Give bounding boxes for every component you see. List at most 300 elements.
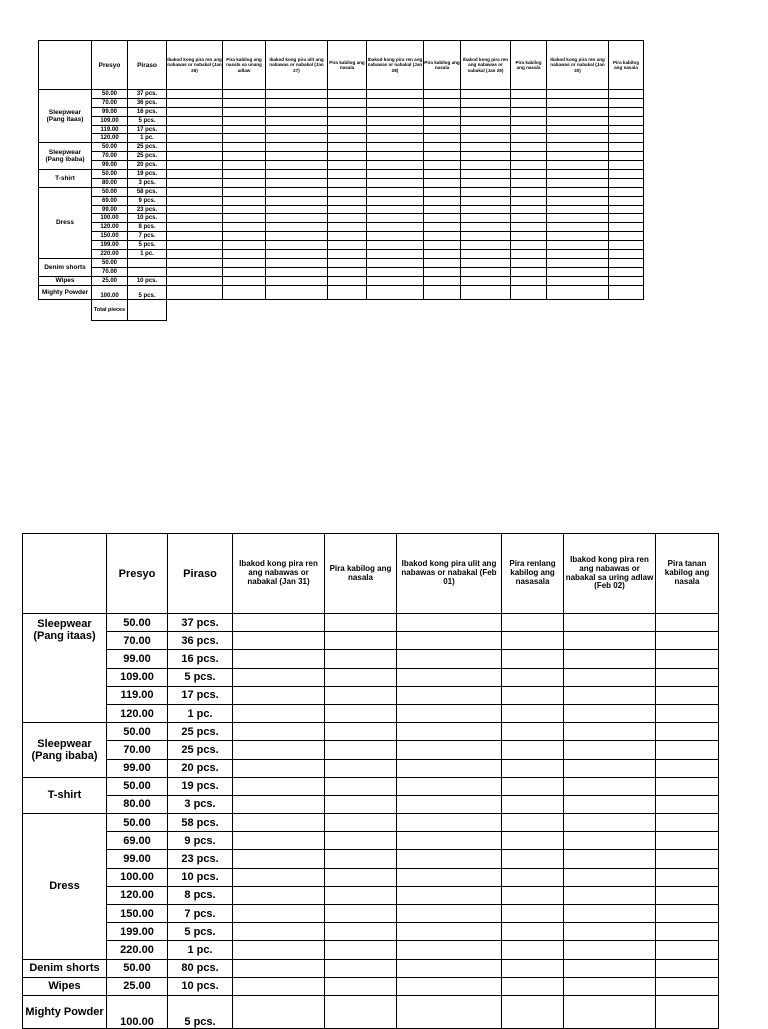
- entry-cell[interactable]: [461, 241, 511, 250]
- entry-cell[interactable]: [547, 98, 609, 107]
- entry-cell[interactable]: [367, 223, 424, 232]
- entry-cell[interactable]: [502, 704, 564, 722]
- entry-cell[interactable]: [233, 814, 325, 832]
- entry-cell[interactable]: [424, 241, 461, 250]
- entry-cell[interactable]: [547, 196, 609, 205]
- entry-cell[interactable]: [511, 205, 547, 214]
- entry-cell[interactable]: [397, 959, 502, 977]
- entry-cell[interactable]: [461, 161, 511, 170]
- entry-cell[interactable]: [223, 214, 266, 223]
- entry-cell[interactable]: [511, 178, 547, 187]
- entry-cell[interactable]: [564, 704, 656, 722]
- entry-cell[interactable]: [424, 125, 461, 134]
- entry-cell[interactable]: [233, 905, 325, 923]
- entry-cell[interactable]: [511, 90, 547, 99]
- entry-cell[interactable]: [656, 723, 719, 741]
- entry-cell[interactable]: [367, 134, 424, 143]
- entry-cell[interactable]: [547, 116, 609, 125]
- entry-cell[interactable]: [502, 959, 564, 977]
- entry-cell[interactable]: [266, 178, 328, 187]
- entry-cell[interactable]: [325, 795, 397, 813]
- entry-cell[interactable]: [266, 214, 328, 223]
- entry-cell[interactable]: [511, 161, 547, 170]
- entry-cell[interactable]: [461, 125, 511, 134]
- entry-cell[interactable]: [656, 795, 719, 813]
- entry-cell[interactable]: [609, 285, 644, 299]
- entry-cell[interactable]: [656, 686, 719, 704]
- entry-cell[interactable]: [461, 178, 511, 187]
- entry-cell[interactable]: [367, 161, 424, 170]
- entry-cell[interactable]: [223, 143, 266, 152]
- entry-cell[interactable]: [325, 886, 397, 904]
- entry-cell[interactable]: [223, 116, 266, 125]
- entry-cell[interactable]: [397, 650, 502, 668]
- entry-cell[interactable]: [564, 905, 656, 923]
- entry-cell[interactable]: [266, 116, 328, 125]
- entry-cell[interactable]: [424, 116, 461, 125]
- entry-cell[interactable]: [233, 959, 325, 977]
- entry-cell[interactable]: [397, 614, 502, 632]
- entry-cell[interactable]: [511, 276, 547, 285]
- entry-cell[interactable]: [325, 905, 397, 923]
- entry-cell[interactable]: [511, 241, 547, 250]
- entry-cell[interactable]: [609, 116, 644, 125]
- entry-cell[interactable]: [233, 850, 325, 868]
- entry-cell[interactable]: [167, 232, 223, 241]
- entry-cell[interactable]: [424, 170, 461, 179]
- entry-cell[interactable]: [609, 276, 644, 285]
- entry-cell[interactable]: [502, 923, 564, 941]
- entry-cell[interactable]: [223, 205, 266, 214]
- entry-cell[interactable]: [328, 223, 367, 232]
- entry-cell[interactable]: [547, 223, 609, 232]
- entry-cell[interactable]: [167, 152, 223, 161]
- entry-cell[interactable]: [502, 650, 564, 668]
- entry-cell[interactable]: [461, 214, 511, 223]
- entry-cell[interactable]: [564, 995, 656, 1028]
- entry-cell[interactable]: [367, 90, 424, 99]
- entry-cell[interactable]: [461, 196, 511, 205]
- entry-cell[interactable]: [266, 267, 328, 276]
- entry-cell[interactable]: [328, 152, 367, 161]
- entry-cell[interactable]: [547, 107, 609, 116]
- entry-cell[interactable]: [266, 90, 328, 99]
- entry-cell[interactable]: [461, 258, 511, 267]
- entry-cell[interactable]: [511, 285, 547, 299]
- entry-cell[interactable]: [461, 98, 511, 107]
- entry-cell[interactable]: [502, 905, 564, 923]
- entry-cell[interactable]: [367, 250, 424, 259]
- entry-cell[interactable]: [461, 143, 511, 152]
- entry-cell[interactable]: [424, 90, 461, 99]
- entry-cell[interactable]: [223, 152, 266, 161]
- entry-cell[interactable]: [461, 152, 511, 161]
- entry-cell[interactable]: [328, 161, 367, 170]
- entry-cell[interactable]: [266, 187, 328, 196]
- entry-cell[interactable]: [367, 178, 424, 187]
- entry-cell[interactable]: [328, 267, 367, 276]
- entry-cell[interactable]: [325, 686, 397, 704]
- entry-cell[interactable]: [511, 170, 547, 179]
- entry-cell[interactable]: [367, 152, 424, 161]
- entry-cell[interactable]: [233, 995, 325, 1028]
- entry-cell[interactable]: [397, 759, 502, 777]
- entry-cell[interactable]: [367, 187, 424, 196]
- entry-cell[interactable]: [461, 187, 511, 196]
- entry-cell[interactable]: [656, 905, 719, 923]
- entry-cell[interactable]: [233, 723, 325, 741]
- entry-cell[interactable]: [325, 923, 397, 941]
- entry-cell[interactable]: [511, 152, 547, 161]
- entry-cell[interactable]: [233, 795, 325, 813]
- entry-cell[interactable]: [502, 632, 564, 650]
- entry-cell[interactable]: [223, 285, 266, 299]
- entry-cell[interactable]: [511, 125, 547, 134]
- entry-cell[interactable]: [233, 704, 325, 722]
- entry-cell[interactable]: [564, 795, 656, 813]
- entry-cell[interactable]: [502, 741, 564, 759]
- entry-cell[interactable]: [609, 152, 644, 161]
- entry-cell[interactable]: [233, 977, 325, 995]
- entry-cell[interactable]: [397, 905, 502, 923]
- entry-cell[interactable]: [656, 832, 719, 850]
- entry-cell[interactable]: [223, 250, 266, 259]
- entry-cell[interactable]: [424, 232, 461, 241]
- entry-cell[interactable]: [424, 107, 461, 116]
- entry-cell[interactable]: [511, 214, 547, 223]
- entry-cell[interactable]: [609, 223, 644, 232]
- entry-cell[interactable]: [325, 995, 397, 1028]
- entry-cell[interactable]: [461, 90, 511, 99]
- entry-cell[interactable]: [502, 668, 564, 686]
- entry-cell[interactable]: [167, 170, 223, 179]
- entry-cell[interactable]: [461, 134, 511, 143]
- entry-cell[interactable]: [328, 178, 367, 187]
- entry-cell[interactable]: [424, 276, 461, 285]
- entry-cell[interactable]: [397, 850, 502, 868]
- entry-cell[interactable]: [223, 232, 266, 241]
- entry-cell[interactable]: [656, 868, 719, 886]
- entry-cell[interactable]: [367, 232, 424, 241]
- entry-cell[interactable]: [547, 161, 609, 170]
- entry-cell[interactable]: [564, 832, 656, 850]
- entry-cell[interactable]: [233, 614, 325, 632]
- entry-cell[interactable]: [367, 98, 424, 107]
- entry-cell[interactable]: [233, 777, 325, 795]
- entry-cell[interactable]: [233, 650, 325, 668]
- entry-cell[interactable]: [511, 187, 547, 196]
- entry-cell[interactable]: [233, 868, 325, 886]
- entry-cell[interactable]: [547, 125, 609, 134]
- entry-cell[interactable]: [328, 205, 367, 214]
- entry-cell[interactable]: [564, 614, 656, 632]
- entry-cell[interactable]: [502, 995, 564, 1028]
- entry-cell[interactable]: [223, 241, 266, 250]
- entry-cell[interactable]: [656, 995, 719, 1028]
- entry-cell[interactable]: [609, 250, 644, 259]
- entry-cell[interactable]: [502, 850, 564, 868]
- entry-cell[interactable]: [547, 170, 609, 179]
- entry-cell[interactable]: [233, 741, 325, 759]
- entry-cell[interactable]: [461, 107, 511, 116]
- entry-cell[interactable]: [325, 832, 397, 850]
- entry-cell[interactable]: [266, 232, 328, 241]
- entry-cell[interactable]: [367, 116, 424, 125]
- entry-cell[interactable]: [547, 241, 609, 250]
- entry-cell[interactable]: [656, 850, 719, 868]
- entry-cell[interactable]: [609, 241, 644, 250]
- entry-cell[interactable]: [564, 668, 656, 686]
- entry-cell[interactable]: [328, 258, 367, 267]
- entry-cell[interactable]: [167, 250, 223, 259]
- entry-cell[interactable]: [397, 686, 502, 704]
- entry-cell[interactable]: [424, 187, 461, 196]
- entry-cell[interactable]: [564, 759, 656, 777]
- entry-cell[interactable]: [656, 923, 719, 941]
- entry-cell[interactable]: [609, 107, 644, 116]
- entry-cell[interactable]: [367, 107, 424, 116]
- entry-cell[interactable]: [223, 267, 266, 276]
- entry-cell[interactable]: [397, 741, 502, 759]
- entry-cell[interactable]: [397, 795, 502, 813]
- entry-cell[interactable]: [167, 205, 223, 214]
- entry-cell[interactable]: [656, 668, 719, 686]
- entry-cell[interactable]: [233, 923, 325, 941]
- entry-cell[interactable]: [266, 107, 328, 116]
- entry-cell[interactable]: [609, 143, 644, 152]
- entry-cell[interactable]: [609, 98, 644, 107]
- entry-cell[interactable]: [266, 152, 328, 161]
- entry-cell[interactable]: [328, 250, 367, 259]
- entry-cell[interactable]: [461, 276, 511, 285]
- entry-cell[interactable]: [233, 632, 325, 650]
- entry-cell[interactable]: [424, 143, 461, 152]
- entry-cell[interactable]: [233, 941, 325, 959]
- entry-cell[interactable]: [547, 178, 609, 187]
- entry-cell[interactable]: [461, 250, 511, 259]
- entry-cell[interactable]: [223, 125, 266, 134]
- entry-cell[interactable]: [223, 170, 266, 179]
- entry-cell[interactable]: [325, 850, 397, 868]
- entry-cell[interactable]: [233, 832, 325, 850]
- entry-cell[interactable]: [424, 196, 461, 205]
- entry-cell[interactable]: [547, 250, 609, 259]
- entry-cell[interactable]: [328, 276, 367, 285]
- entry-cell[interactable]: [564, 923, 656, 941]
- entry-cell[interactable]: [424, 98, 461, 107]
- entry-cell[interactable]: [167, 125, 223, 134]
- entry-cell[interactable]: [167, 214, 223, 223]
- entry-cell[interactable]: [511, 134, 547, 143]
- entry-cell[interactable]: [547, 187, 609, 196]
- entry-cell[interactable]: [656, 886, 719, 904]
- entry-cell[interactable]: [325, 814, 397, 832]
- entry-cell[interactable]: [609, 214, 644, 223]
- entry-cell[interactable]: [656, 941, 719, 959]
- entry-cell[interactable]: [325, 668, 397, 686]
- entry-cell[interactable]: [609, 125, 644, 134]
- entry-cell[interactable]: [328, 170, 367, 179]
- entry-cell[interactable]: [167, 196, 223, 205]
- entry-cell[interactable]: [609, 187, 644, 196]
- entry-cell[interactable]: [325, 759, 397, 777]
- entry-cell[interactable]: [656, 614, 719, 632]
- entry-cell[interactable]: [325, 704, 397, 722]
- entry-cell[interactable]: [511, 98, 547, 107]
- entry-cell[interactable]: [609, 205, 644, 214]
- entry-cell[interactable]: [223, 258, 266, 267]
- entry-cell[interactable]: [223, 98, 266, 107]
- entry-cell[interactable]: [367, 258, 424, 267]
- entry-cell[interactable]: [547, 143, 609, 152]
- entry-cell[interactable]: [511, 196, 547, 205]
- entry-cell[interactable]: [328, 214, 367, 223]
- entry-cell[interactable]: [266, 250, 328, 259]
- entry-cell[interactable]: [656, 959, 719, 977]
- entry-cell[interactable]: [609, 90, 644, 99]
- entry-cell[interactable]: [502, 777, 564, 795]
- entry-cell[interactable]: [424, 267, 461, 276]
- entry-cell[interactable]: [266, 241, 328, 250]
- entry-cell[interactable]: [564, 941, 656, 959]
- entry-cell[interactable]: [609, 258, 644, 267]
- entry-cell[interactable]: [266, 223, 328, 232]
- entry-cell[interactable]: [266, 125, 328, 134]
- entry-cell[interactable]: [325, 977, 397, 995]
- entry-cell[interactable]: [511, 250, 547, 259]
- entry-cell[interactable]: [511, 232, 547, 241]
- entry-cell[interactable]: [223, 196, 266, 205]
- entry-cell[interactable]: [511, 143, 547, 152]
- entry-cell[interactable]: [328, 107, 367, 116]
- entry-cell[interactable]: [397, 923, 502, 941]
- entry-cell[interactable]: [502, 868, 564, 886]
- entry-cell[interactable]: [502, 941, 564, 959]
- entry-cell[interactable]: [609, 196, 644, 205]
- entry-cell[interactable]: [328, 232, 367, 241]
- entry-cell[interactable]: [564, 868, 656, 886]
- entry-cell[interactable]: [424, 134, 461, 143]
- entry-cell[interactable]: [223, 134, 266, 143]
- entry-cell[interactable]: [328, 134, 367, 143]
- entry-cell[interactable]: [564, 850, 656, 868]
- entry-cell[interactable]: [223, 276, 266, 285]
- entry-cell[interactable]: [266, 285, 328, 299]
- entry-cell[interactable]: [367, 267, 424, 276]
- entry-cell[interactable]: [656, 741, 719, 759]
- entry-cell[interactable]: [397, 941, 502, 959]
- entry-cell[interactable]: [328, 116, 367, 125]
- entry-cell[interactable]: [397, 668, 502, 686]
- entry-cell[interactable]: [502, 886, 564, 904]
- entry-cell[interactable]: [233, 886, 325, 904]
- entry-cell[interactable]: [325, 741, 397, 759]
- entry-cell[interactable]: [325, 959, 397, 977]
- entry-cell[interactable]: [325, 868, 397, 886]
- entry-cell[interactable]: [367, 205, 424, 214]
- entry-cell[interactable]: [328, 125, 367, 134]
- entry-cell[interactable]: [325, 777, 397, 795]
- entry-cell[interactable]: [397, 977, 502, 995]
- entry-cell[interactable]: [461, 267, 511, 276]
- entry-cell[interactable]: [167, 187, 223, 196]
- entry-cell[interactable]: [266, 276, 328, 285]
- entry-cell[interactable]: [511, 223, 547, 232]
- entry-cell[interactable]: [424, 285, 461, 299]
- entry-cell[interactable]: [367, 196, 424, 205]
- entry-cell[interactable]: [424, 258, 461, 267]
- entry-cell[interactable]: [167, 116, 223, 125]
- entry-cell[interactable]: [564, 741, 656, 759]
- entry-cell[interactable]: [167, 107, 223, 116]
- entry-cell[interactable]: [656, 777, 719, 795]
- entry-cell[interactable]: [325, 632, 397, 650]
- entry-cell[interactable]: [424, 214, 461, 223]
- entry-cell[interactable]: [424, 161, 461, 170]
- entry-cell[interactable]: [564, 777, 656, 795]
- entry-cell[interactable]: [325, 723, 397, 741]
- entry-cell[interactable]: [547, 214, 609, 223]
- entry-cell[interactable]: [325, 941, 397, 959]
- entry-cell[interactable]: [564, 650, 656, 668]
- entry-cell[interactable]: [397, 886, 502, 904]
- entry-cell[interactable]: [328, 90, 367, 99]
- entry-cell[interactable]: [233, 759, 325, 777]
- entry-cell[interactable]: [502, 723, 564, 741]
- entry-cell[interactable]: [502, 686, 564, 704]
- entry-cell[interactable]: [609, 170, 644, 179]
- entry-cell[interactable]: [328, 143, 367, 152]
- entry-cell[interactable]: [367, 170, 424, 179]
- entry-cell[interactable]: [424, 152, 461, 161]
- entry-cell[interactable]: [564, 723, 656, 741]
- entry-cell[interactable]: [461, 285, 511, 299]
- entry-cell[interactable]: [266, 258, 328, 267]
- entry-cell[interactable]: [547, 205, 609, 214]
- entry-cell[interactable]: [397, 777, 502, 795]
- entry-cell[interactable]: [502, 759, 564, 777]
- entry-cell[interactable]: [266, 161, 328, 170]
- entry-cell[interactable]: [397, 814, 502, 832]
- entry-cell[interactable]: [397, 704, 502, 722]
- entry-cell[interactable]: [511, 107, 547, 116]
- entry-cell[interactable]: [547, 90, 609, 99]
- entry-cell[interactable]: [564, 814, 656, 832]
- entry-cell[interactable]: [461, 232, 511, 241]
- entry-cell[interactable]: [367, 241, 424, 250]
- entry-cell[interactable]: [656, 814, 719, 832]
- entry-cell[interactable]: [511, 116, 547, 125]
- entry-cell[interactable]: [367, 285, 424, 299]
- entry-cell[interactable]: [167, 178, 223, 187]
- entry-cell[interactable]: [167, 90, 223, 99]
- entry-cell[interactable]: [367, 214, 424, 223]
- entry-cell[interactable]: [167, 161, 223, 170]
- entry-cell[interactable]: [233, 686, 325, 704]
- entry-cell[interactable]: [266, 134, 328, 143]
- entry-cell[interactable]: [167, 143, 223, 152]
- entry-cell[interactable]: [547, 267, 609, 276]
- entry-cell[interactable]: [223, 161, 266, 170]
- entry-cell[interactable]: [328, 285, 367, 299]
- entry-cell[interactable]: [461, 205, 511, 214]
- entry-cell[interactable]: [167, 134, 223, 143]
- entry-cell[interactable]: [656, 650, 719, 668]
- entry-cell[interactable]: [167, 267, 223, 276]
- entry-cell[interactable]: [547, 134, 609, 143]
- entry-cell[interactable]: [167, 223, 223, 232]
- entry-cell[interactable]: [609, 178, 644, 187]
